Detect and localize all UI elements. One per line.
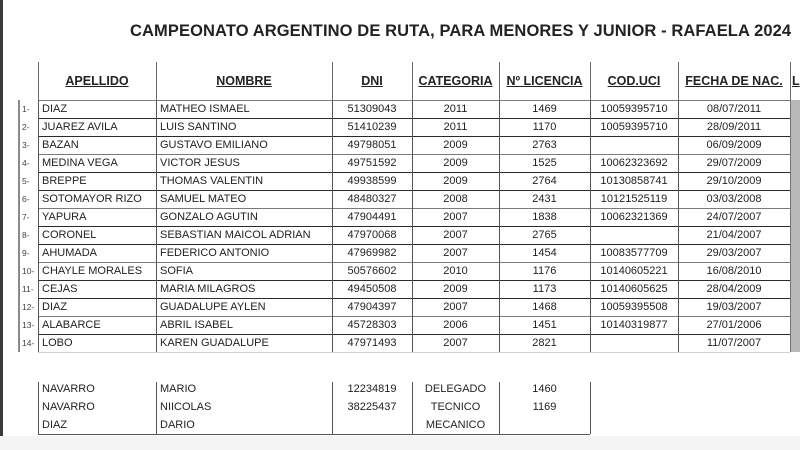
cell-nombre: SOFIA	[160, 265, 194, 277]
cell-cod-uci: 10062321369	[600, 211, 668, 223]
cell-dni: 50576602	[347, 265, 397, 277]
row-number: 12-	[22, 302, 35, 312]
staff-column-divider	[412, 382, 413, 434]
cell-dni: 49751592	[347, 157, 397, 169]
cell-apellido: CORONEL	[42, 229, 97, 241]
staff-column-divider	[332, 382, 333, 434]
cell-apellido: AHUMADA	[42, 247, 98, 259]
staff-cell-dni	[332, 417, 412, 434]
cell-licencia: 2431	[532, 193, 557, 205]
cell-nombre: FEDERICO ANTONIO	[160, 247, 270, 259]
cell-dni: 49938599	[347, 175, 397, 187]
cell-licencia: 1454	[532, 247, 557, 259]
header-apellido: APELLIDO	[65, 74, 129, 88]
staff-column-divider	[590, 382, 591, 434]
staff-column-divider	[499, 382, 500, 434]
cell-apellido: LOBO	[42, 337, 73, 349]
cell-fecha-nac: 24/07/2007	[706, 211, 762, 223]
staff-column-divider	[156, 382, 157, 434]
cell-categoria: 2011	[443, 103, 468, 115]
column-divider	[38, 100, 39, 352]
staff-cell-nombre: NIICOLAS	[160, 401, 212, 413]
cell-dni: 48480327	[347, 193, 397, 205]
staff-cell-apellido: NAVARRO	[42, 401, 95, 413]
cell-fecha-nac: 19/03/2007	[706, 301, 762, 313]
column-divider	[590, 62, 591, 100]
cell-nombre: MARIA MILAGROS	[160, 283, 256, 295]
staff-cell-licencia: 1169	[532, 401, 557, 413]
column-divider	[412, 62, 413, 100]
cell-apellido: BREPPE	[42, 175, 87, 187]
row-divider	[38, 352, 790, 353]
cell-apellido: ALABARCE	[42, 319, 101, 331]
cell-cod-uci: 10130858741	[600, 175, 668, 187]
cell-cod-uci: 10140605625	[600, 283, 668, 295]
staff-cell-rol: DELEGADO	[424, 383, 487, 395]
cell-categoria: 2007	[443, 301, 468, 313]
row-number: 2-	[22, 122, 30, 132]
row-number: 5-	[22, 176, 30, 186]
cell-licencia: 1451	[532, 319, 557, 331]
cell-categoria: 2007	[443, 247, 468, 259]
header-fecha-nac: FECHA DE NAC.	[685, 74, 783, 88]
cell-cod-uci: 10059395710	[600, 121, 668, 133]
cell-categoria: 2008	[443, 193, 468, 205]
staff-cell-rol: TECNICO	[430, 401, 481, 413]
cell-licencia: 1173	[532, 283, 557, 295]
cell-apellido: DIAZ	[42, 301, 68, 313]
cell-nombre: MATHEO ISMAEL	[160, 103, 250, 115]
staff-cell-dni: 12234819	[347, 383, 397, 395]
cell-categoria: 2009	[443, 283, 468, 295]
cell-dni: 45728303	[347, 319, 397, 331]
staff-cell-nombre: DARIO	[160, 419, 195, 431]
cell-categoria: 2007	[443, 229, 468, 241]
cell-fecha-nac: 29/10/2009	[706, 175, 762, 187]
row-number: 9-	[22, 248, 30, 258]
cell-cod-uci: 10140319877	[600, 319, 668, 331]
cell-fecha-nac: 29/07/2009	[706, 157, 762, 169]
cell-fecha-nac: 28/09/2011	[706, 121, 762, 133]
column-divider	[156, 62, 157, 100]
cell-licencia: 1525	[532, 157, 557, 169]
cell-fecha-nac: 28/04/2009	[706, 283, 762, 295]
staff-cell-licencia	[499, 417, 590, 434]
cell-dni: 51410239	[347, 121, 397, 133]
column-divider	[790, 62, 791, 100]
cell-licencia: 2763	[532, 139, 557, 151]
column-divider	[678, 100, 679, 352]
cell-cod-uci: 10140605221	[600, 265, 668, 277]
cell-categoria: 2009	[443, 157, 468, 169]
cell-categoria: 2006	[443, 319, 468, 331]
cell-nombre: ABRIL ISABEL	[160, 319, 233, 331]
cell-licencia: 2821	[532, 337, 557, 349]
header-categoria: CATEGORIA	[418, 74, 493, 88]
cell-dni: 51309043	[347, 103, 397, 115]
staff-cell-rol: MECANICO	[425, 419, 486, 431]
cell-fecha-nac: 11/07/2007	[706, 337, 762, 349]
cell-apellido: YAPURA	[42, 211, 87, 223]
column-divider	[499, 100, 500, 352]
row-number: 10-	[22, 266, 35, 276]
cell-cod-uci	[590, 227, 678, 244]
cell-nombre: SAMUEL MATEO	[160, 193, 247, 205]
cell-licencia: 1170	[532, 121, 557, 133]
column-divider	[332, 100, 333, 352]
cell-cod-uci: 10059395508	[600, 301, 668, 313]
staff-cell-apellido: NAVARRO	[42, 383, 95, 395]
row-number: 3-	[22, 140, 30, 150]
page-bottom-margin	[0, 436, 800, 450]
staff-cell-licencia: 1460	[532, 383, 557, 395]
row-number: 8-	[22, 230, 30, 240]
cell-dni: 49798051	[347, 139, 397, 151]
page-left-border	[0, 0, 3, 450]
cell-apellido: MEDINA VEGA	[42, 157, 118, 169]
cell-dni: 47904397	[347, 301, 397, 313]
column-divider	[678, 62, 679, 100]
cell-nombre: SEBASTIAN MAICOL ADRIAN	[160, 229, 311, 241]
header-partial: L	[792, 74, 800, 88]
cell-apellido: JUAREZ AVILA	[42, 121, 118, 133]
cell-nombre: KAREN GUADALUPE	[160, 337, 269, 349]
column-divider	[790, 100, 791, 352]
cell-apellido: CEJAS	[42, 283, 78, 295]
cell-cod-uci: 10062323692	[600, 157, 668, 169]
staff-column-divider	[38, 382, 39, 434]
column-divider	[332, 62, 333, 100]
cell-nombre: VICTOR JESUS	[160, 157, 240, 169]
cell-cod-uci	[590, 335, 678, 352]
row-number: 14-	[22, 338, 35, 348]
cell-licencia: 1468	[532, 301, 557, 313]
cell-cod-uci: 10121525119	[600, 193, 668, 205]
row-number: 7-	[22, 212, 30, 222]
row-number: 11-	[22, 284, 34, 294]
cell-cod-uci	[590, 137, 678, 154]
cell-categoria: 2009	[443, 139, 468, 151]
staff-bottom-line	[38, 434, 590, 435]
cell-fecha-nac: 16/08/2010	[706, 265, 762, 277]
cell-fecha-nac: 03/03/2008	[706, 193, 762, 205]
row-number: 4-	[22, 158, 30, 168]
header-cod-uci: COD.UCI	[607, 74, 661, 88]
row-number: 13-	[22, 320, 35, 330]
cell-nombre: LUIS SANTINO	[160, 121, 237, 133]
cell-licencia: 1176	[532, 265, 557, 277]
partial-column-fill	[790, 100, 800, 352]
cell-fecha-nac: 06/09/2009	[706, 139, 762, 151]
cell-nombre: GUSTAVO EMILIANO	[160, 139, 268, 151]
cell-categoria: 2010	[443, 265, 468, 277]
cell-fecha-nac: 21/04/2007	[706, 229, 762, 241]
cell-dni: 47971493	[347, 337, 397, 349]
column-divider	[499, 62, 500, 100]
cell-nombre: GUADALUPE AYLEN	[160, 301, 266, 313]
staff-cell-dni: 38225437	[347, 401, 397, 413]
cell-categoria: 2007	[443, 211, 468, 223]
column-divider	[412, 100, 413, 352]
document-title: CAMPEONATO ARGENTINO DE RUTA, PARA MENORES Y JUNIOR - RAFAELA 2024	[130, 22, 792, 40]
cell-dni: 49450508	[347, 283, 397, 295]
cell-apellido: DIAZ	[42, 103, 68, 115]
cell-apellido: CHAYLE MORALES	[42, 265, 143, 277]
cell-nombre: GONZALO AGUTIN	[160, 211, 258, 223]
cell-fecha-nac: 29/03/2007	[706, 247, 762, 259]
cell-dni: 47904491	[347, 211, 397, 223]
cell-fecha-nac: 08/07/2011	[706, 103, 762, 115]
left-row-border	[18, 100, 20, 352]
cell-dni: 47970068	[347, 229, 397, 241]
cell-licencia: 2765	[532, 229, 557, 241]
cell-fecha-nac: 27/01/2006	[706, 319, 762, 331]
staff-cell-apellido: DIAZ	[42, 419, 68, 431]
column-divider	[156, 100, 157, 352]
row-number: 6-	[22, 194, 30, 204]
column-divider	[590, 100, 591, 352]
cell-categoria: 2011	[443, 121, 468, 133]
cell-cod-uci: 10059395710	[600, 103, 668, 115]
cell-apellido: SOTOMAYOR RIZO	[42, 193, 142, 205]
cell-licencia: 1838	[532, 211, 557, 223]
header-licencia: Nº LICENCIA	[506, 74, 583, 88]
staff-cell-nombre: MARIO	[160, 383, 197, 395]
cell-categoria: 2007	[443, 337, 468, 349]
row-number: 1-	[22, 104, 30, 114]
cell-nombre: THOMAS VALENTIN	[160, 175, 264, 187]
cell-apellido: BAZAN	[42, 139, 79, 151]
cell-licencia: 2764	[532, 175, 557, 187]
cell-licencia: 1469	[532, 103, 557, 115]
column-divider	[38, 62, 39, 100]
header-nombre: NOMBRE	[216, 74, 272, 88]
cell-categoria: 2009	[443, 175, 468, 187]
header-dni: DNI	[361, 74, 383, 88]
cell-cod-uci: 10083577709	[600, 247, 668, 259]
cell-dni: 47969982	[347, 247, 397, 259]
